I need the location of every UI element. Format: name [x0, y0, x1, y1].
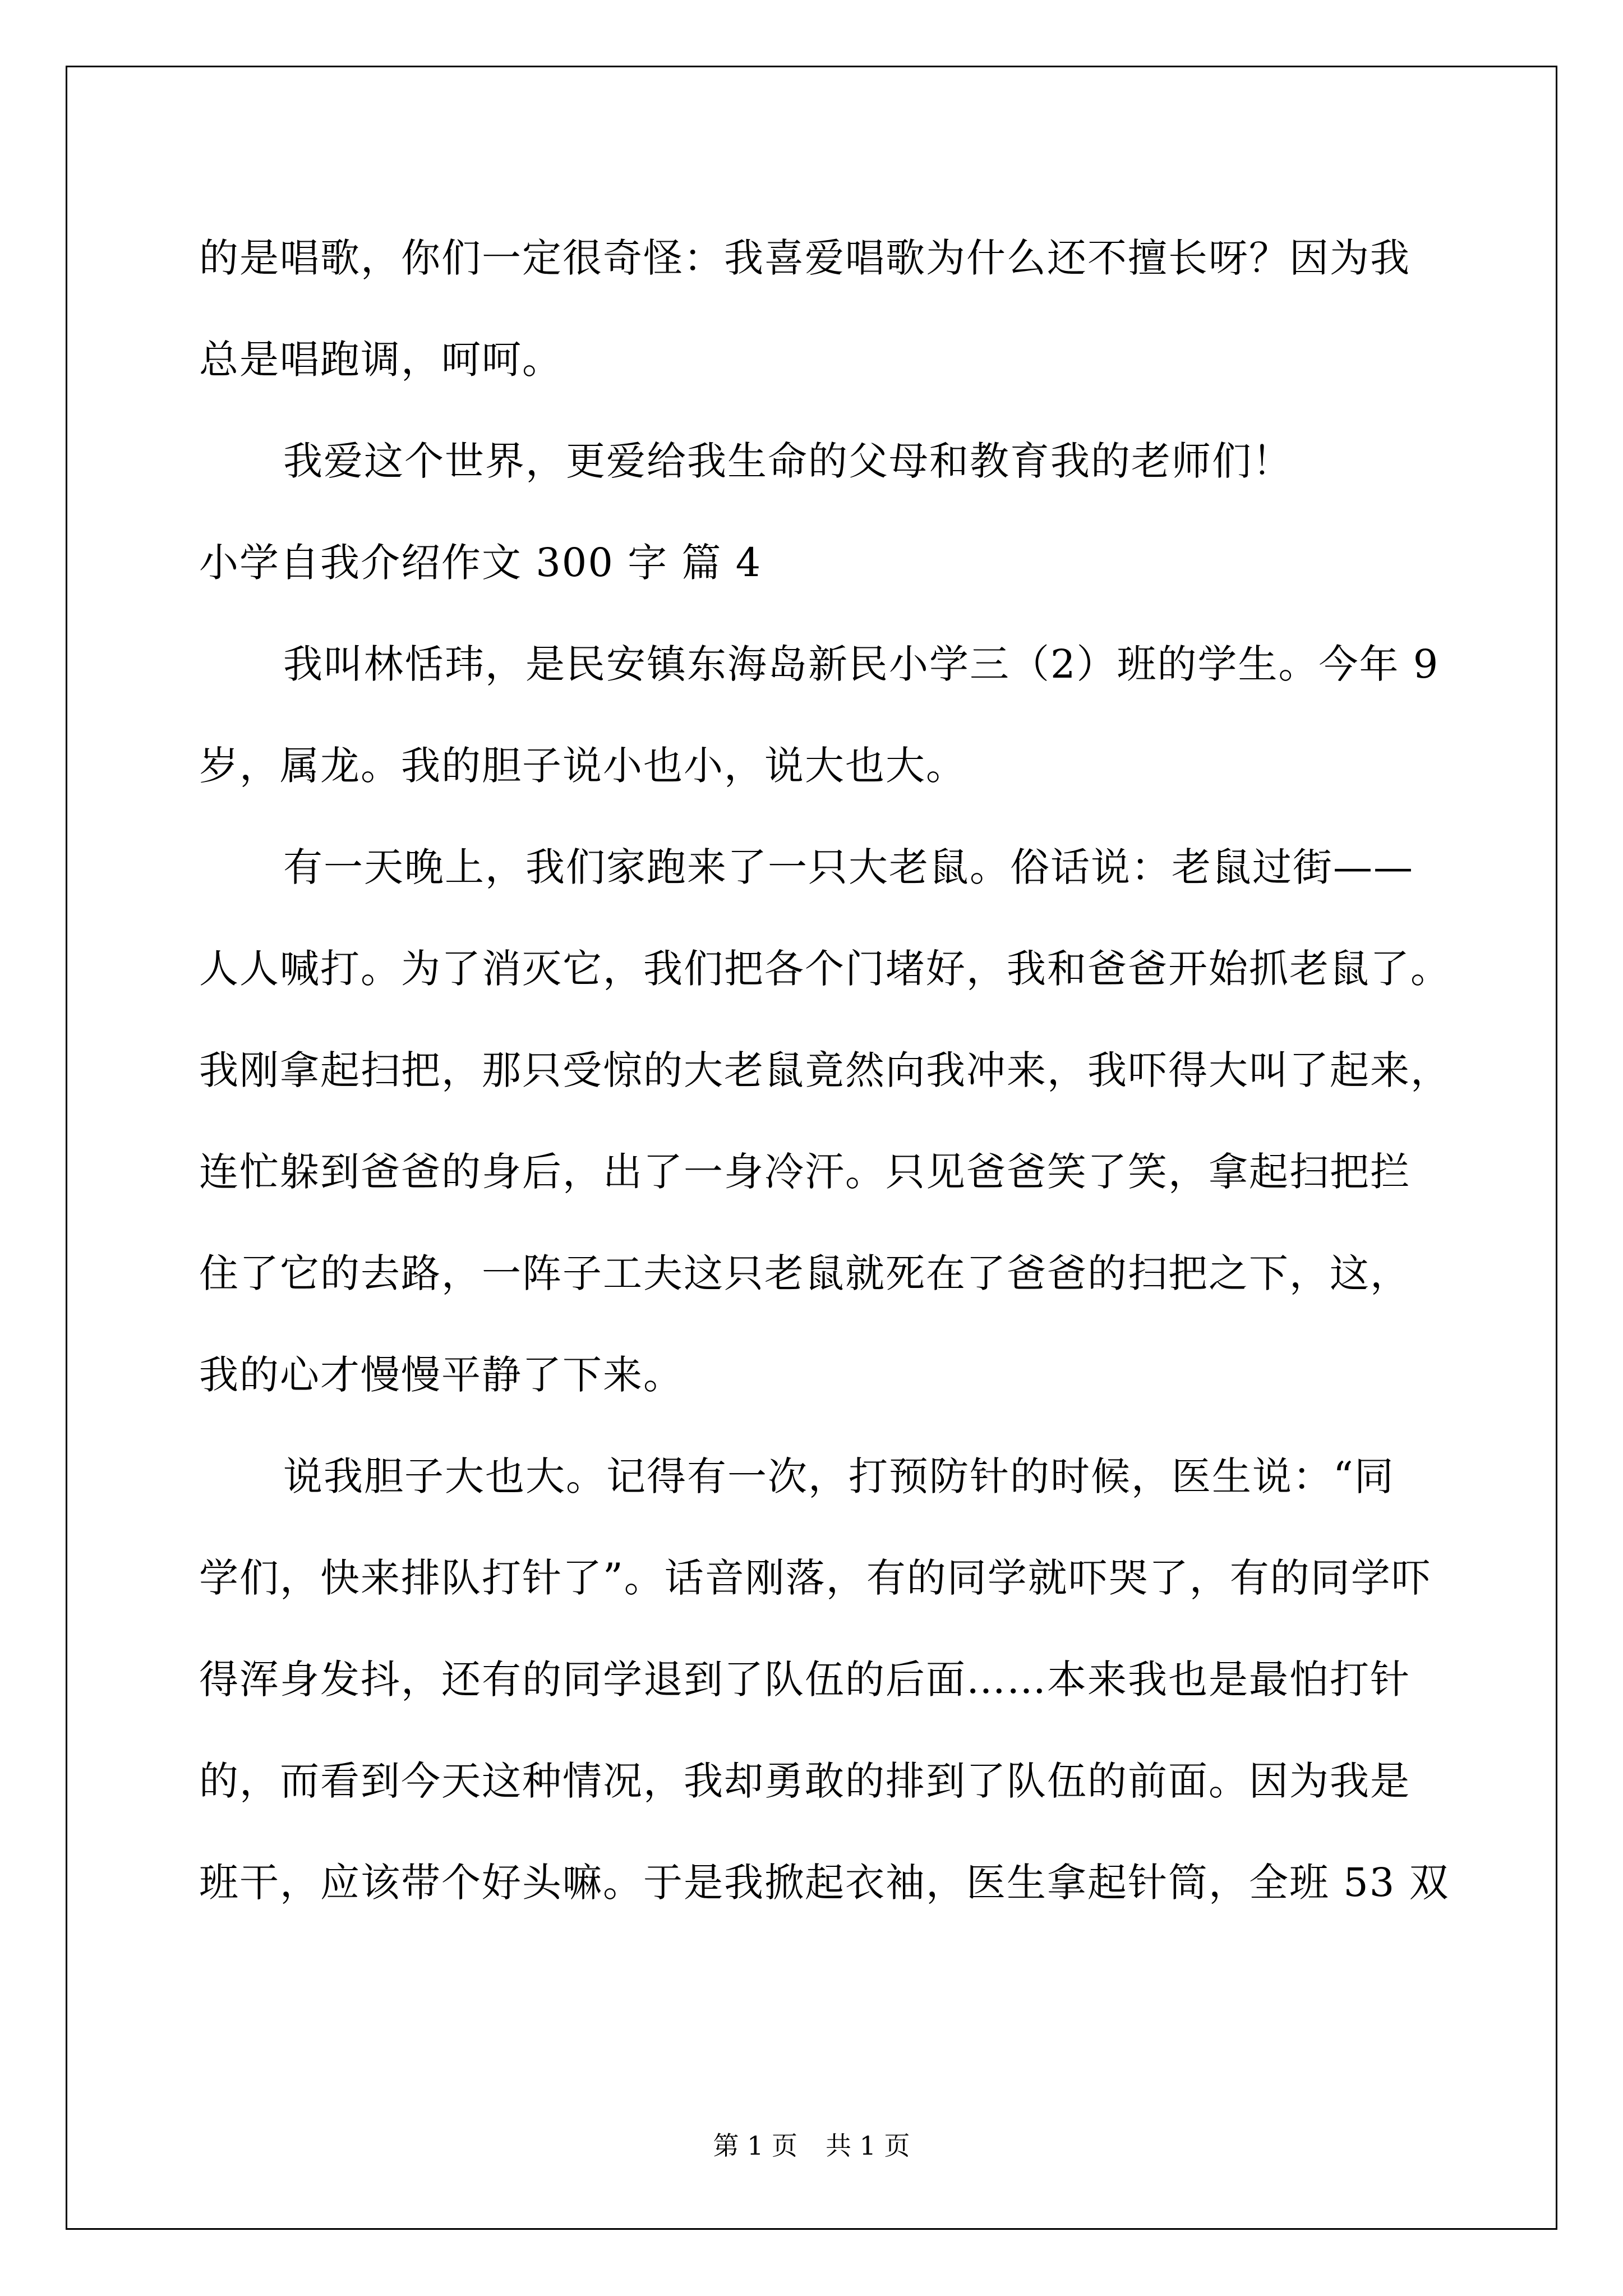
text-line: 住了它的去路，一阵子工夫这只老鼠就死在了爸爸的扫把之下，这，: [199, 1250, 1410, 1296]
text-line: 人人喊打。为了消灭它，我们把各个门堵好，我和爸爸开始抓老鼠了。: [199, 946, 1451, 992]
text-line: 学们，快来排队打针了”。话音刚落，有的同学就吓哭了，有的同学吓: [199, 1555, 1432, 1601]
document-body: [199, 208, 1451, 1934]
text-line: 总是唱跑调，呵呵。: [199, 337, 562, 383]
paragraph-line: 我爱这个世界，更爱给我生命的父母和教育我的老师们！: [283, 438, 1293, 484]
text-line: 我刚拿起扫把，那只受惊的大老鼠竟然向我冲来，我吓得大叫了起来，: [199, 1047, 1451, 1093]
text-line: 我的心才慢慢平静了下来。: [199, 1352, 684, 1398]
page-number-total: 共 1 页: [826, 2131, 910, 2161]
section-heading: 小学自我介绍作文 300 字 篇 4: [199, 540, 762, 586]
text-line: 的是唱歌，你们一定很奇怪：我喜爱唱歌为什么还不擅长呀？因为我: [199, 235, 1410, 281]
text-line: 岁，属龙。我的胆子说小也小，说大也大。: [199, 743, 966, 789]
text-line: 班干，应该带个好头嘛。于是我掀起衣袖，医生拿起针筒，全班 53 双: [199, 1860, 1450, 1906]
page-number-current: 第 1 页: [713, 2131, 797, 2161]
paragraph-line: 我叫林恬玮，是民安镇东海岛新民小学三（2）班的学生。今年 9: [283, 641, 1440, 687]
page-footer: [0, 2129, 1623, 2162]
text-line: 的，而看到今天这种情况，我却勇敢的排到了队伍的前面。因为我是: [199, 1758, 1410, 1804]
text-line: 连忙躲到爸爸的身后，出了一身冷汗。只见爸爸笑了笑，拿起扫把拦: [199, 1149, 1410, 1195]
paragraph-line: 有一天晚上，我们家跑来了一只大老鼠。俗话说：老鼠过街——: [283, 844, 1414, 890]
paragraph-line: 说我胆子大也大。记得有一次，打预防针的时候，医生说：“同: [283, 1453, 1395, 1499]
text-line: 得浑身发抖，还有的同学退到了队伍的后面……本来我也是最怕打针: [199, 1657, 1410, 1703]
